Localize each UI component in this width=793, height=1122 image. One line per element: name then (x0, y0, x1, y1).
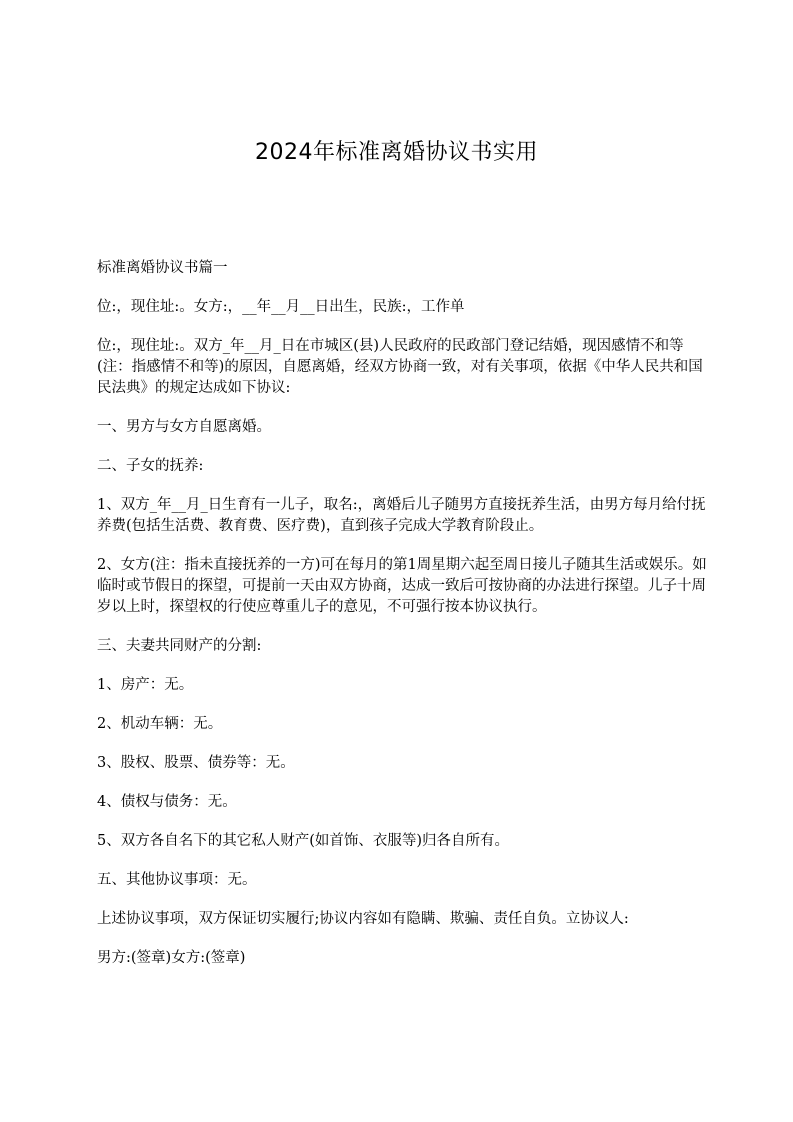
paragraph: 5、双方各自名下的其它私人财产(如首饰、衣服等)归各自所有。 (97, 833, 510, 849)
paragraph: 2、女方(注：指未直接抚养的一方)可在每月的第1周星期六起至周日接儿子随其生活或娱乐。如临时或节假日的探望，可提前一天由双方协商，达成一致后可按协商的办法进行探望。儿子十周岁以上时，探望权的行使应尊重儿子的意见，不可强行按本协议执行。 (97, 557, 707, 615)
paragraph: 1、双方_年__月_日生育有一儿子，取名:，离婚后儿子随男方直接抚养生活，由男方每月给付抚养费(包括生活费、教育费、医疗费)，直到孩子完成大学教育阶段止。 (97, 497, 706, 534)
paragraph: 三、夫妻共同财产的分割: (97, 638, 262, 654)
document-title: 2024年标准离婚协议书实用 (255, 140, 538, 165)
document-body (97, 258, 709, 969)
paragraph: 二、子女的抚养: (97, 458, 204, 474)
paragraph: 一、男方与女方自愿离婚。 (97, 419, 271, 435)
paragraph: 五、其他协议事项：无。 (97, 872, 257, 888)
signature-line: 男方:(签章)女方:(签章) (97, 950, 246, 966)
paragraph: 3、股权、股票、债券等：无。 (97, 755, 295, 771)
section-heading: 标准离婚协议书篇一 (97, 260, 228, 276)
paragraph: 位:，现住址:。双方_年__月_日在市城区(县)人民政府的民政部门登记结婚，现因感情不和等(注：指感情不和等)的原因，自愿离婚，经双方协商一致，对有关事项，依据《中华人民共和国民法典》的规定达成如下协议: (97, 338, 703, 396)
paragraph: 1、房产：无。 (97, 677, 194, 693)
paragraph: 上述协议事项，双方保证切实履行;协议内容如有隐瞒、欺骗、责任自负。立协议人: (97, 911, 629, 927)
paragraph: 4、债权与债务：无。 (97, 794, 237, 810)
paragraph: 位:，现住址:。女方:，__年__月__日出生，民族:，工作单 (97, 299, 465, 315)
paragraph: 2、机动车辆：无。 (97, 716, 223, 732)
